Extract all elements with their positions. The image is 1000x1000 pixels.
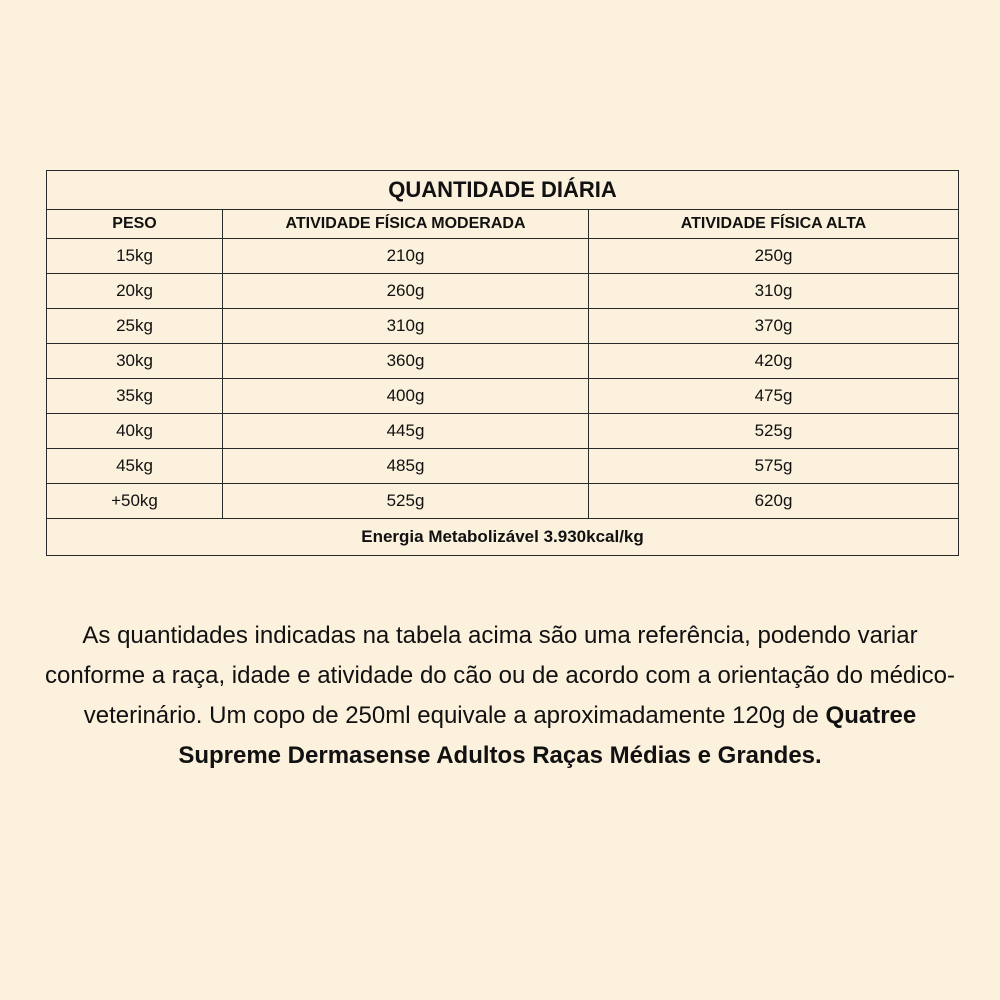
cell-moderada: 210g: [223, 239, 589, 274]
table-row: [47, 309, 959, 344]
cell-alta: 370g: [589, 309, 959, 344]
cell-alta: 525g: [589, 414, 959, 449]
note-text: As quantidades indicadas na tabela acima são uma referência, podendo variar conforme a raça, idade e atividade do cão ou de acordo com a orientação do médico-veterinário. Um copo de 250ml equivale a aproximadamente 120g de: [45, 622, 955, 729]
cell-moderada: 260g: [223, 274, 589, 309]
cell-peso: +50kg: [47, 484, 223, 519]
header-moderada: ATIVIDADE FÍSICA MODERADA: [223, 210, 589, 239]
cell-alta: 475g: [589, 379, 959, 414]
cell-peso: 15kg: [47, 239, 223, 274]
table-row: [47, 414, 959, 449]
cell-alta: 250g: [589, 239, 959, 274]
feeding-table: [46, 170, 959, 556]
table-row: [47, 344, 959, 379]
cell-moderada: 360g: [223, 344, 589, 379]
energy-footer: Energia Metabolizável 3.930kcal/kg: [47, 519, 959, 556]
header-alta: ATIVIDADE FÍSICA ALTA: [589, 210, 959, 239]
cell-alta: 420g: [589, 344, 959, 379]
table-row: [47, 239, 959, 274]
feeding-note: [40, 616, 960, 776]
cell-moderada: 400g: [223, 379, 589, 414]
table-title: QUANTIDADE DIÁRIA: [47, 171, 959, 210]
table-row: [47, 449, 959, 484]
cell-peso: 30kg: [47, 344, 223, 379]
cell-moderada: 445g: [223, 414, 589, 449]
table-row: [47, 379, 959, 414]
table-title-row: [47, 171, 959, 210]
table-header-row: [47, 210, 959, 239]
cell-peso: 35kg: [47, 379, 223, 414]
cell-peso: 40kg: [47, 414, 223, 449]
product-name: Quatree Supreme Dermasense Adultos Raças Médias e Grandes.: [178, 702, 917, 769]
cell-moderada: 525g: [223, 484, 589, 519]
cell-alta: 575g: [589, 449, 959, 484]
cell-moderada: 485g: [223, 449, 589, 484]
cell-alta: 310g: [589, 274, 959, 309]
cell-peso: 45kg: [47, 449, 223, 484]
table-footer-row: [47, 519, 959, 556]
header-peso: PESO: [47, 210, 223, 239]
table-row: [47, 274, 959, 309]
cell-moderada: 310g: [223, 309, 589, 344]
cell-peso: 20kg: [47, 274, 223, 309]
cell-alta: 620g: [589, 484, 959, 519]
table-row: [47, 484, 959, 519]
cell-peso: 25kg: [47, 309, 223, 344]
